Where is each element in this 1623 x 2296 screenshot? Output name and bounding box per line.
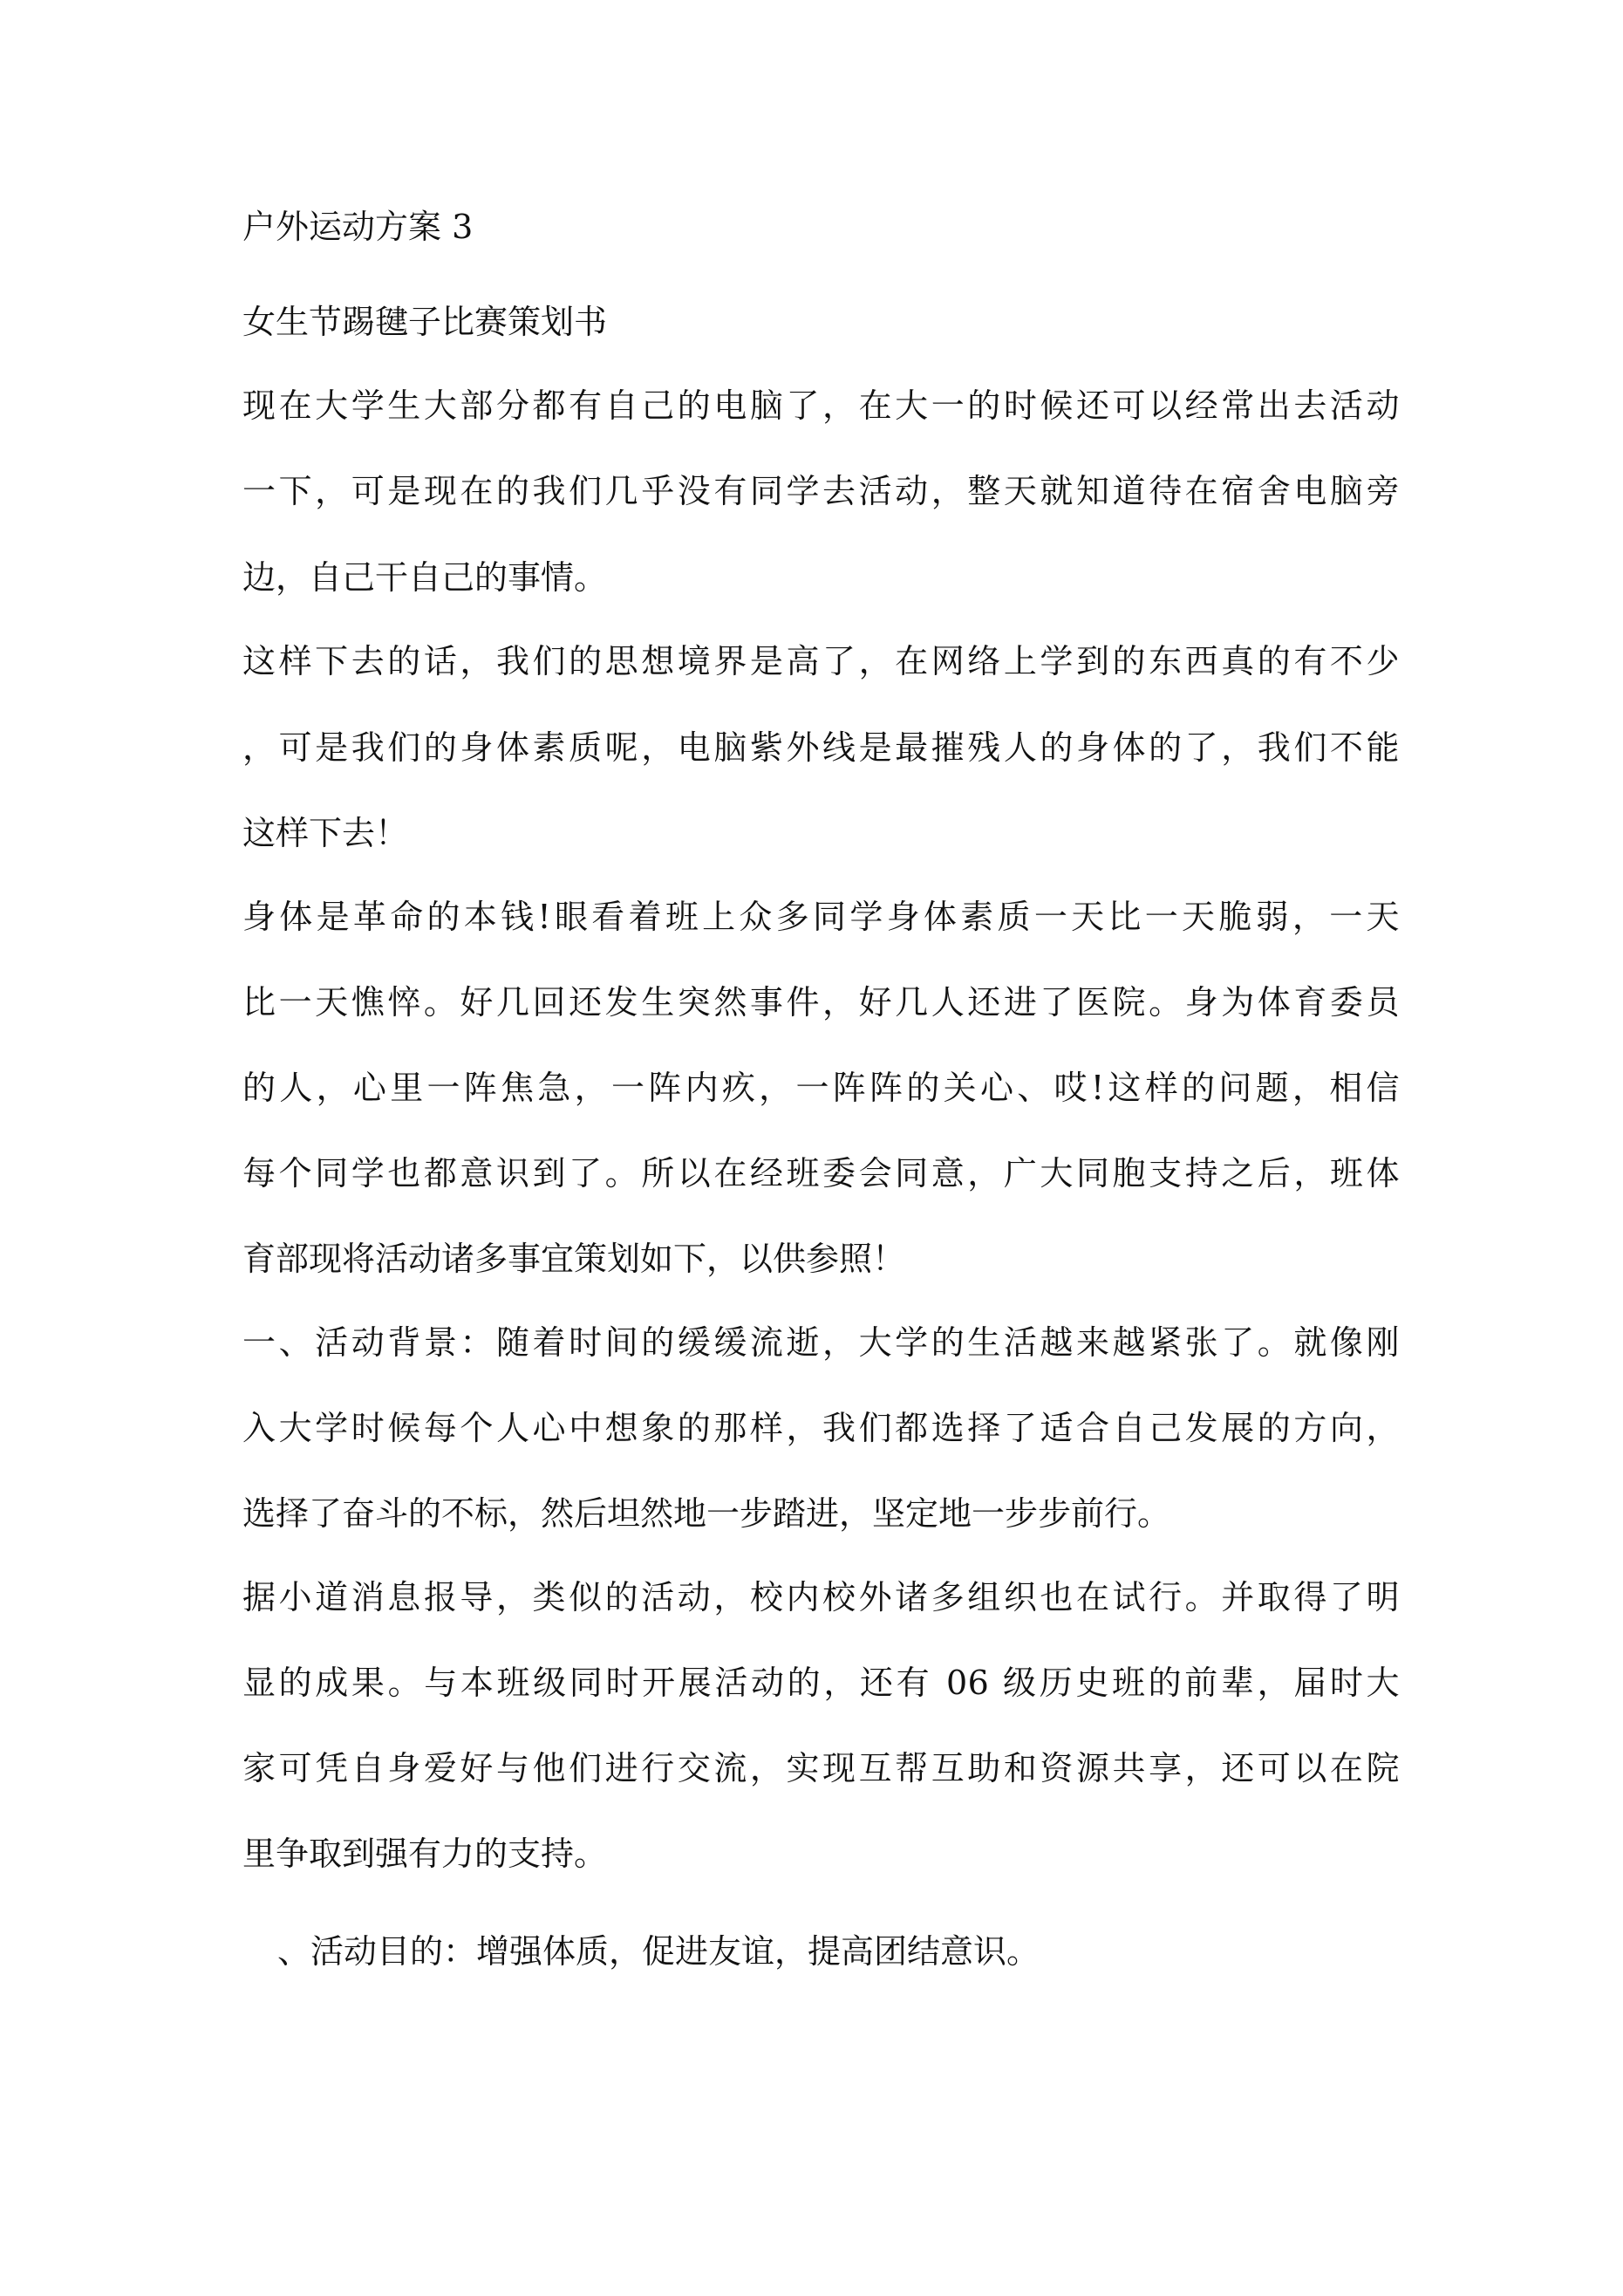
- paragraph-4-line-2: 入大学时候每个人心中想象的那样，我们都选择了适合自己发展的方向，: [242, 1409, 1400, 1447]
- paragraph-3-line-4: 每个同学也都意识到了。所以在经班委会同意，广大同胞支持之后，班体: [242, 1154, 1400, 1192]
- paragraph-3-line-1: 身体是革命的本钱!眼看着班上众多同学身体素质一天比一天脆弱，一天: [242, 898, 1400, 936]
- paragraph-2-line-2: ，可是我们的身体素质呢，电脑紫外线是最摧残人的身体的了，我们不能: [242, 728, 1400, 767]
- paragraph-5-line-1: 据小道消息报导，类似的活动，校内校外诸多组织也在试行。并取得了明: [242, 1578, 1400, 1616]
- document-subtitle: 女生节踢毽子比赛策划书: [242, 303, 608, 341]
- paragraph-1-line-3: 边，自己干自己的事情。: [242, 558, 608, 597]
- paragraph-2-line-1: 这样下去的话，我们的思想境界是高了，在网络上学到的东西真的有不少: [242, 642, 1400, 680]
- paragraph-3-line-3: 的人，心里一阵焦急，一阵内疚，一阵阵的关心、哎!这样的问题，相信: [242, 1069, 1400, 1107]
- paragraph-1-line-2: 一下，可是现在的我们几乎没有同学去活动，整天就知道待在宿舍电脑旁: [242, 472, 1400, 510]
- paragraph-4-line-1: 一、活动背景：随着时间的缓缓流逝，大学的生活越来越紧张了。就像刚: [242, 1323, 1400, 1362]
- paragraph-1-line-1: 现在大学生大部分都有自己的电脑了，在大一的时候还可以经常出去活动: [242, 386, 1400, 425]
- paragraph-3-line-2: 比一天憔悴。好几回还发生突然事件，好几人还进了医院。身为体育委员: [242, 983, 1400, 1022]
- paragraph-3-line-5: 育部现将活动诸多事宜策划如下，以供参照！: [242, 1240, 906, 1278]
- section-two-objective: 、活动目的：增强体质，促进友谊，提高团结意识。: [277, 1932, 1040, 1971]
- paragraph-5-line-4: 里争取到强有力的支持。: [242, 1835, 608, 1873]
- paragraph-4-line-3: 选择了奋斗的不标，然后坦然地一步踏进，坚定地一步步前行。: [242, 1494, 1171, 1533]
- paragraph-2-line-3: 这样下去！: [242, 814, 409, 852]
- document-heading: 户外运动方案 3: [242, 208, 474, 246]
- paragraph-5-line-2: 显的成果。与本班级同时开展活动的，还有 06 级历史班的前辈，届时大: [242, 1664, 1400, 1702]
- paragraph-5-line-3: 家可凭自身爱好与他们进行交流，实现互帮互助和资源共享，还可以在院: [242, 1749, 1400, 1787]
